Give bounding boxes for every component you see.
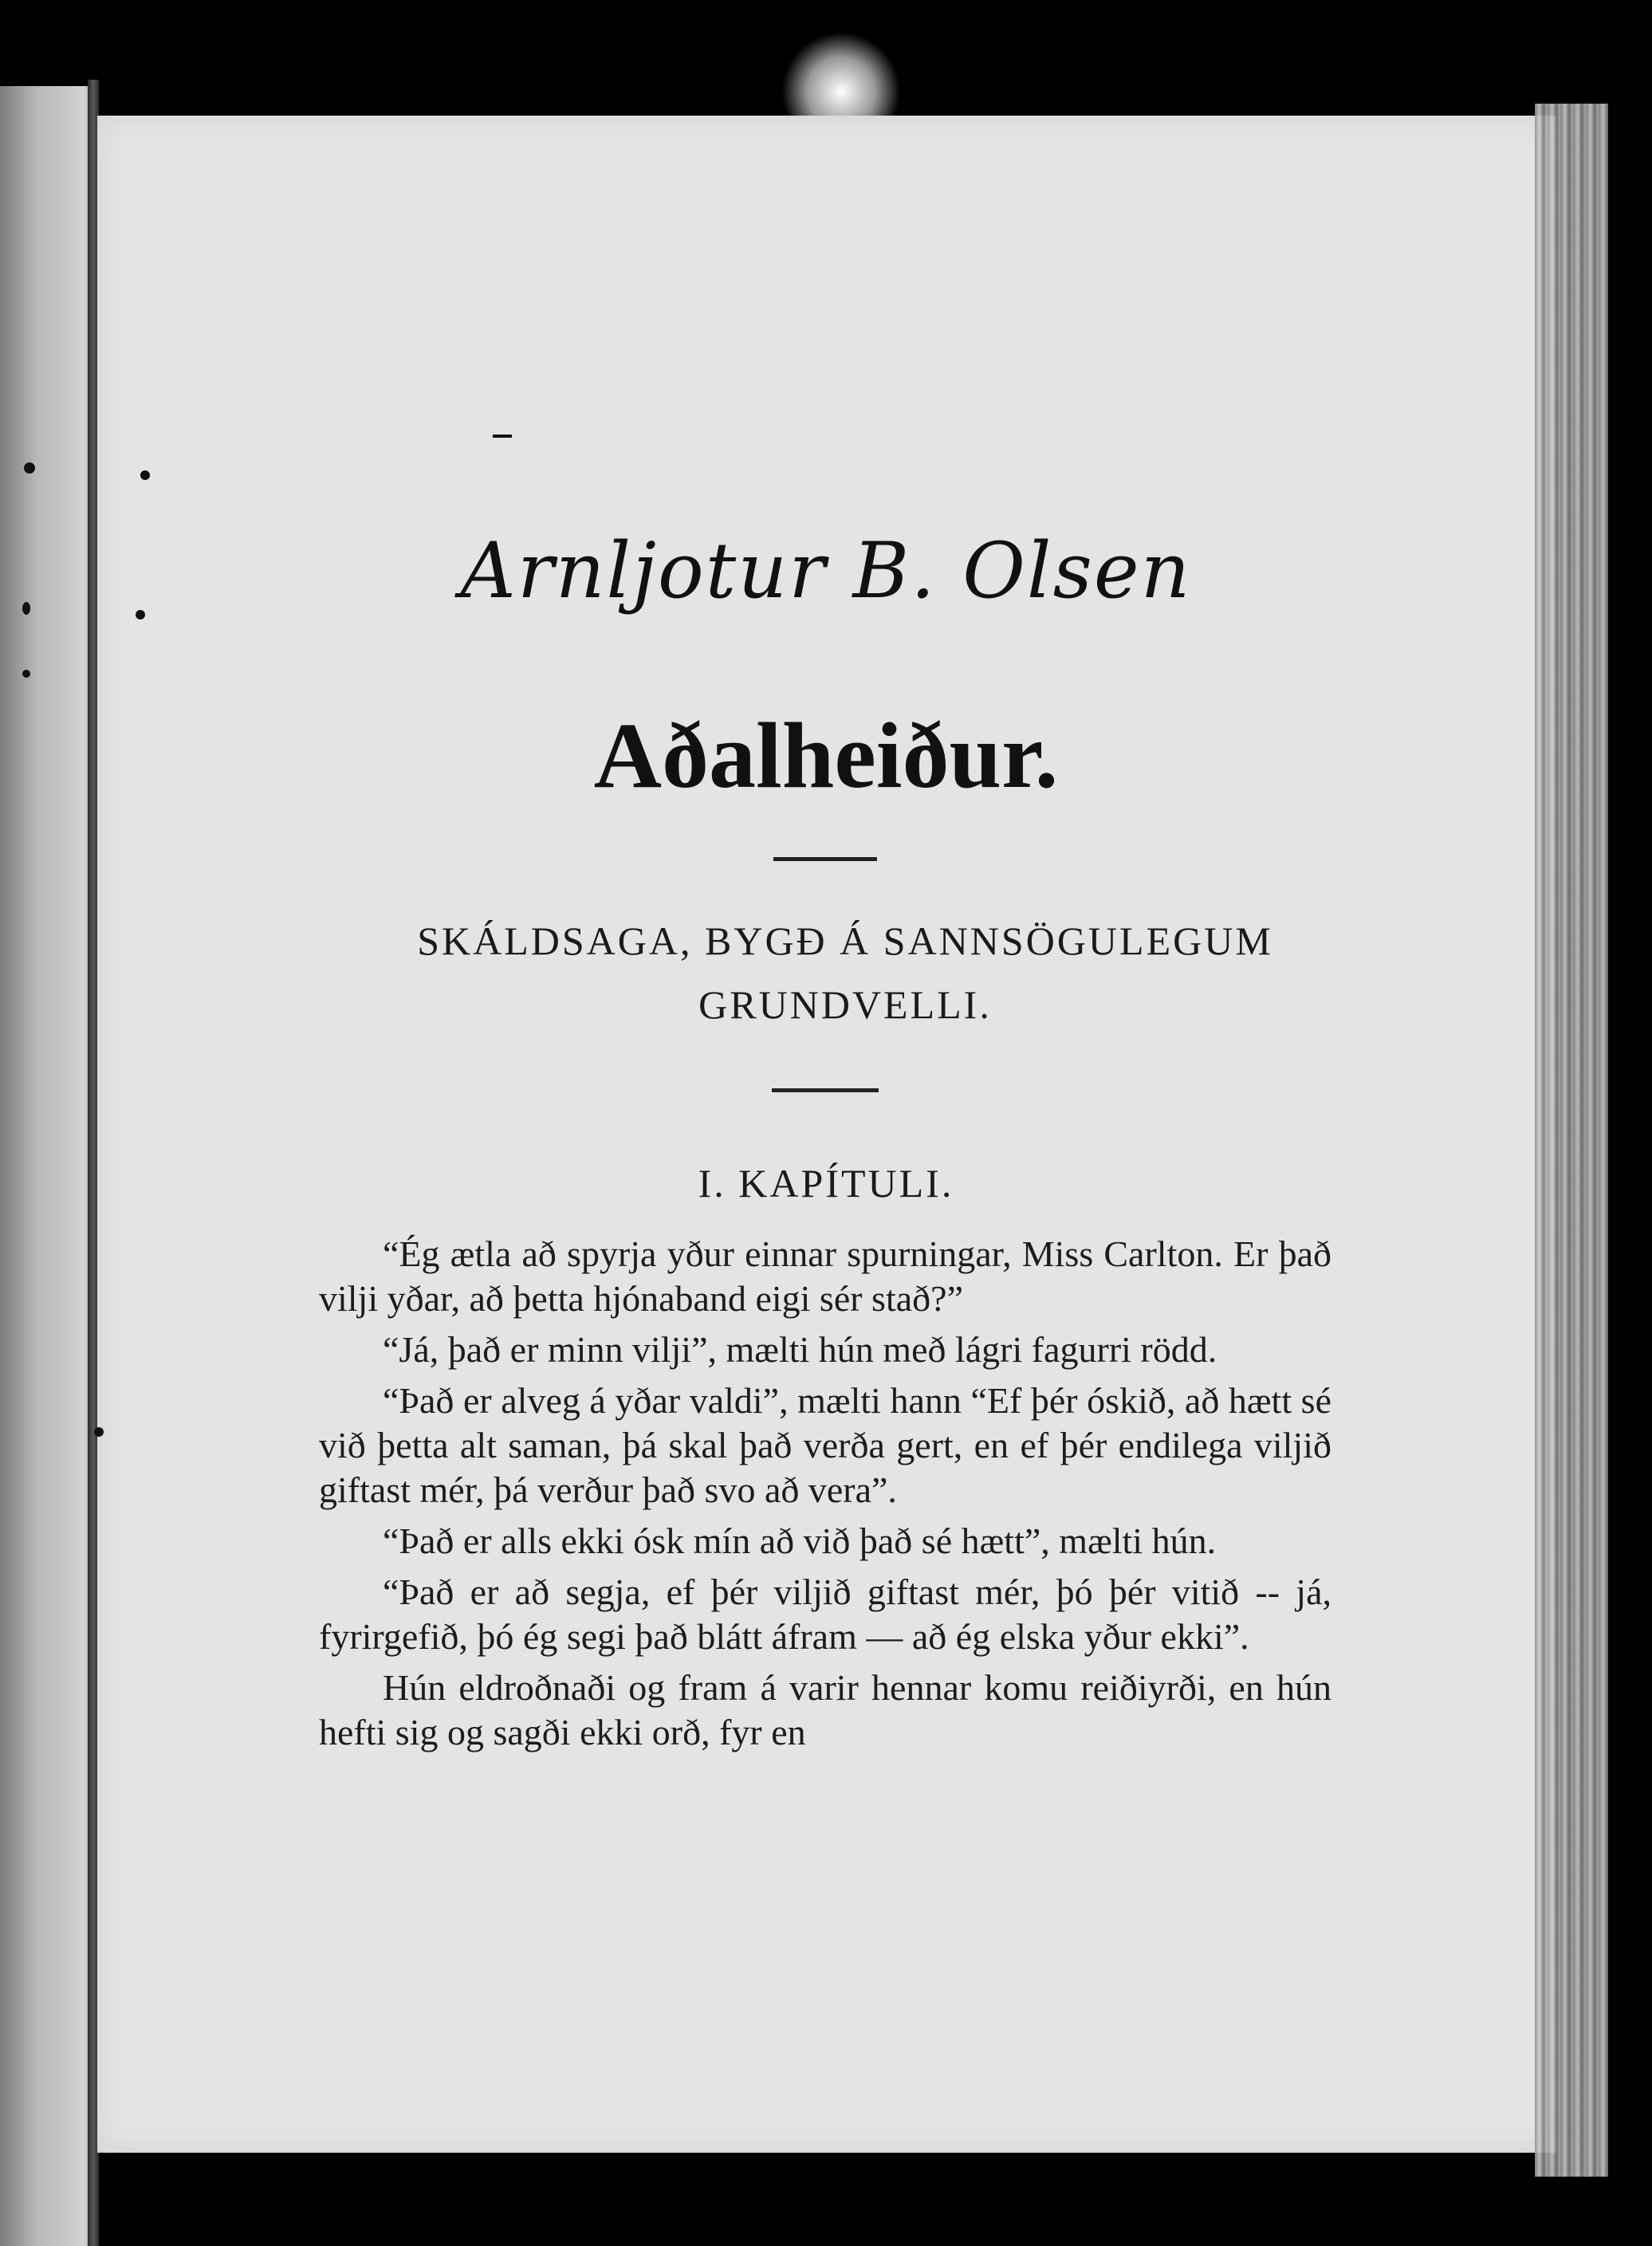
- ink-speck: [24, 462, 35, 474]
- handwritten-signature: Arnljotur B. Olsen: [460, 526, 1192, 616]
- subtitle-line-1: SKÁLDSAGA, BYGÐ Á SANNSÖGULEGUM: [417, 918, 1273, 963]
- paragraph: “Það er alls ekki ósk mín að við það sé hætt”, mælti hún.: [383, 1520, 1217, 1561]
- subtitle-line-2: GRUNDVELLI.: [698, 982, 992, 1027]
- subtitle-divider: [772, 1088, 879, 1092]
- page-stack-edges: [1535, 104, 1608, 2177]
- book-page: [97, 116, 1556, 2153]
- subtitle: [319, 909, 1371, 1036]
- book-title: Aðalheiður.: [593, 703, 1059, 808]
- chapter-heading: I. KAPÍTULI.: [698, 1161, 954, 1206]
- ink-dash: [493, 435, 512, 438]
- paragraph: “Já, það er minn vilji”, mælti hún með lágri fagurri rödd.: [383, 1329, 1217, 1370]
- paragraph: “Það er að segja, ef þér viljið giftast mér, þó þér vitið -- já, fyrirgefið, þó ég segi það blátt áfram — að ég elska yður ekki”.: [319, 1571, 1331, 1657]
- paragraph: Hún eldroðnaði og fram á varir hennar komu reiðiyrði, en hún hefti sig og sagði ekki orð, fyr en: [319, 1667, 1331, 1752]
- ink-speck: [22, 670, 30, 678]
- ink-speck: [94, 1427, 104, 1437]
- paragraph: “Ég ætla að spyrja yður einnar spurningar, Miss Carlton. Er það vilji yðar, að þetta hjónaband eigi sér stað?”: [319, 1233, 1331, 1319]
- paragraph: “Það er alveg á yðar valdi”, mælti hann “Ef þér óskið, að hætt sé við þetta alt saman, þá skal það verða gert, en ef þér endilega viljið giftast mér, þá verður það svo að vera”.: [319, 1380, 1331, 1510]
- body-text: [319, 1232, 1331, 1761]
- ink-speck: [140, 470, 150, 480]
- title-divider: [773, 857, 877, 861]
